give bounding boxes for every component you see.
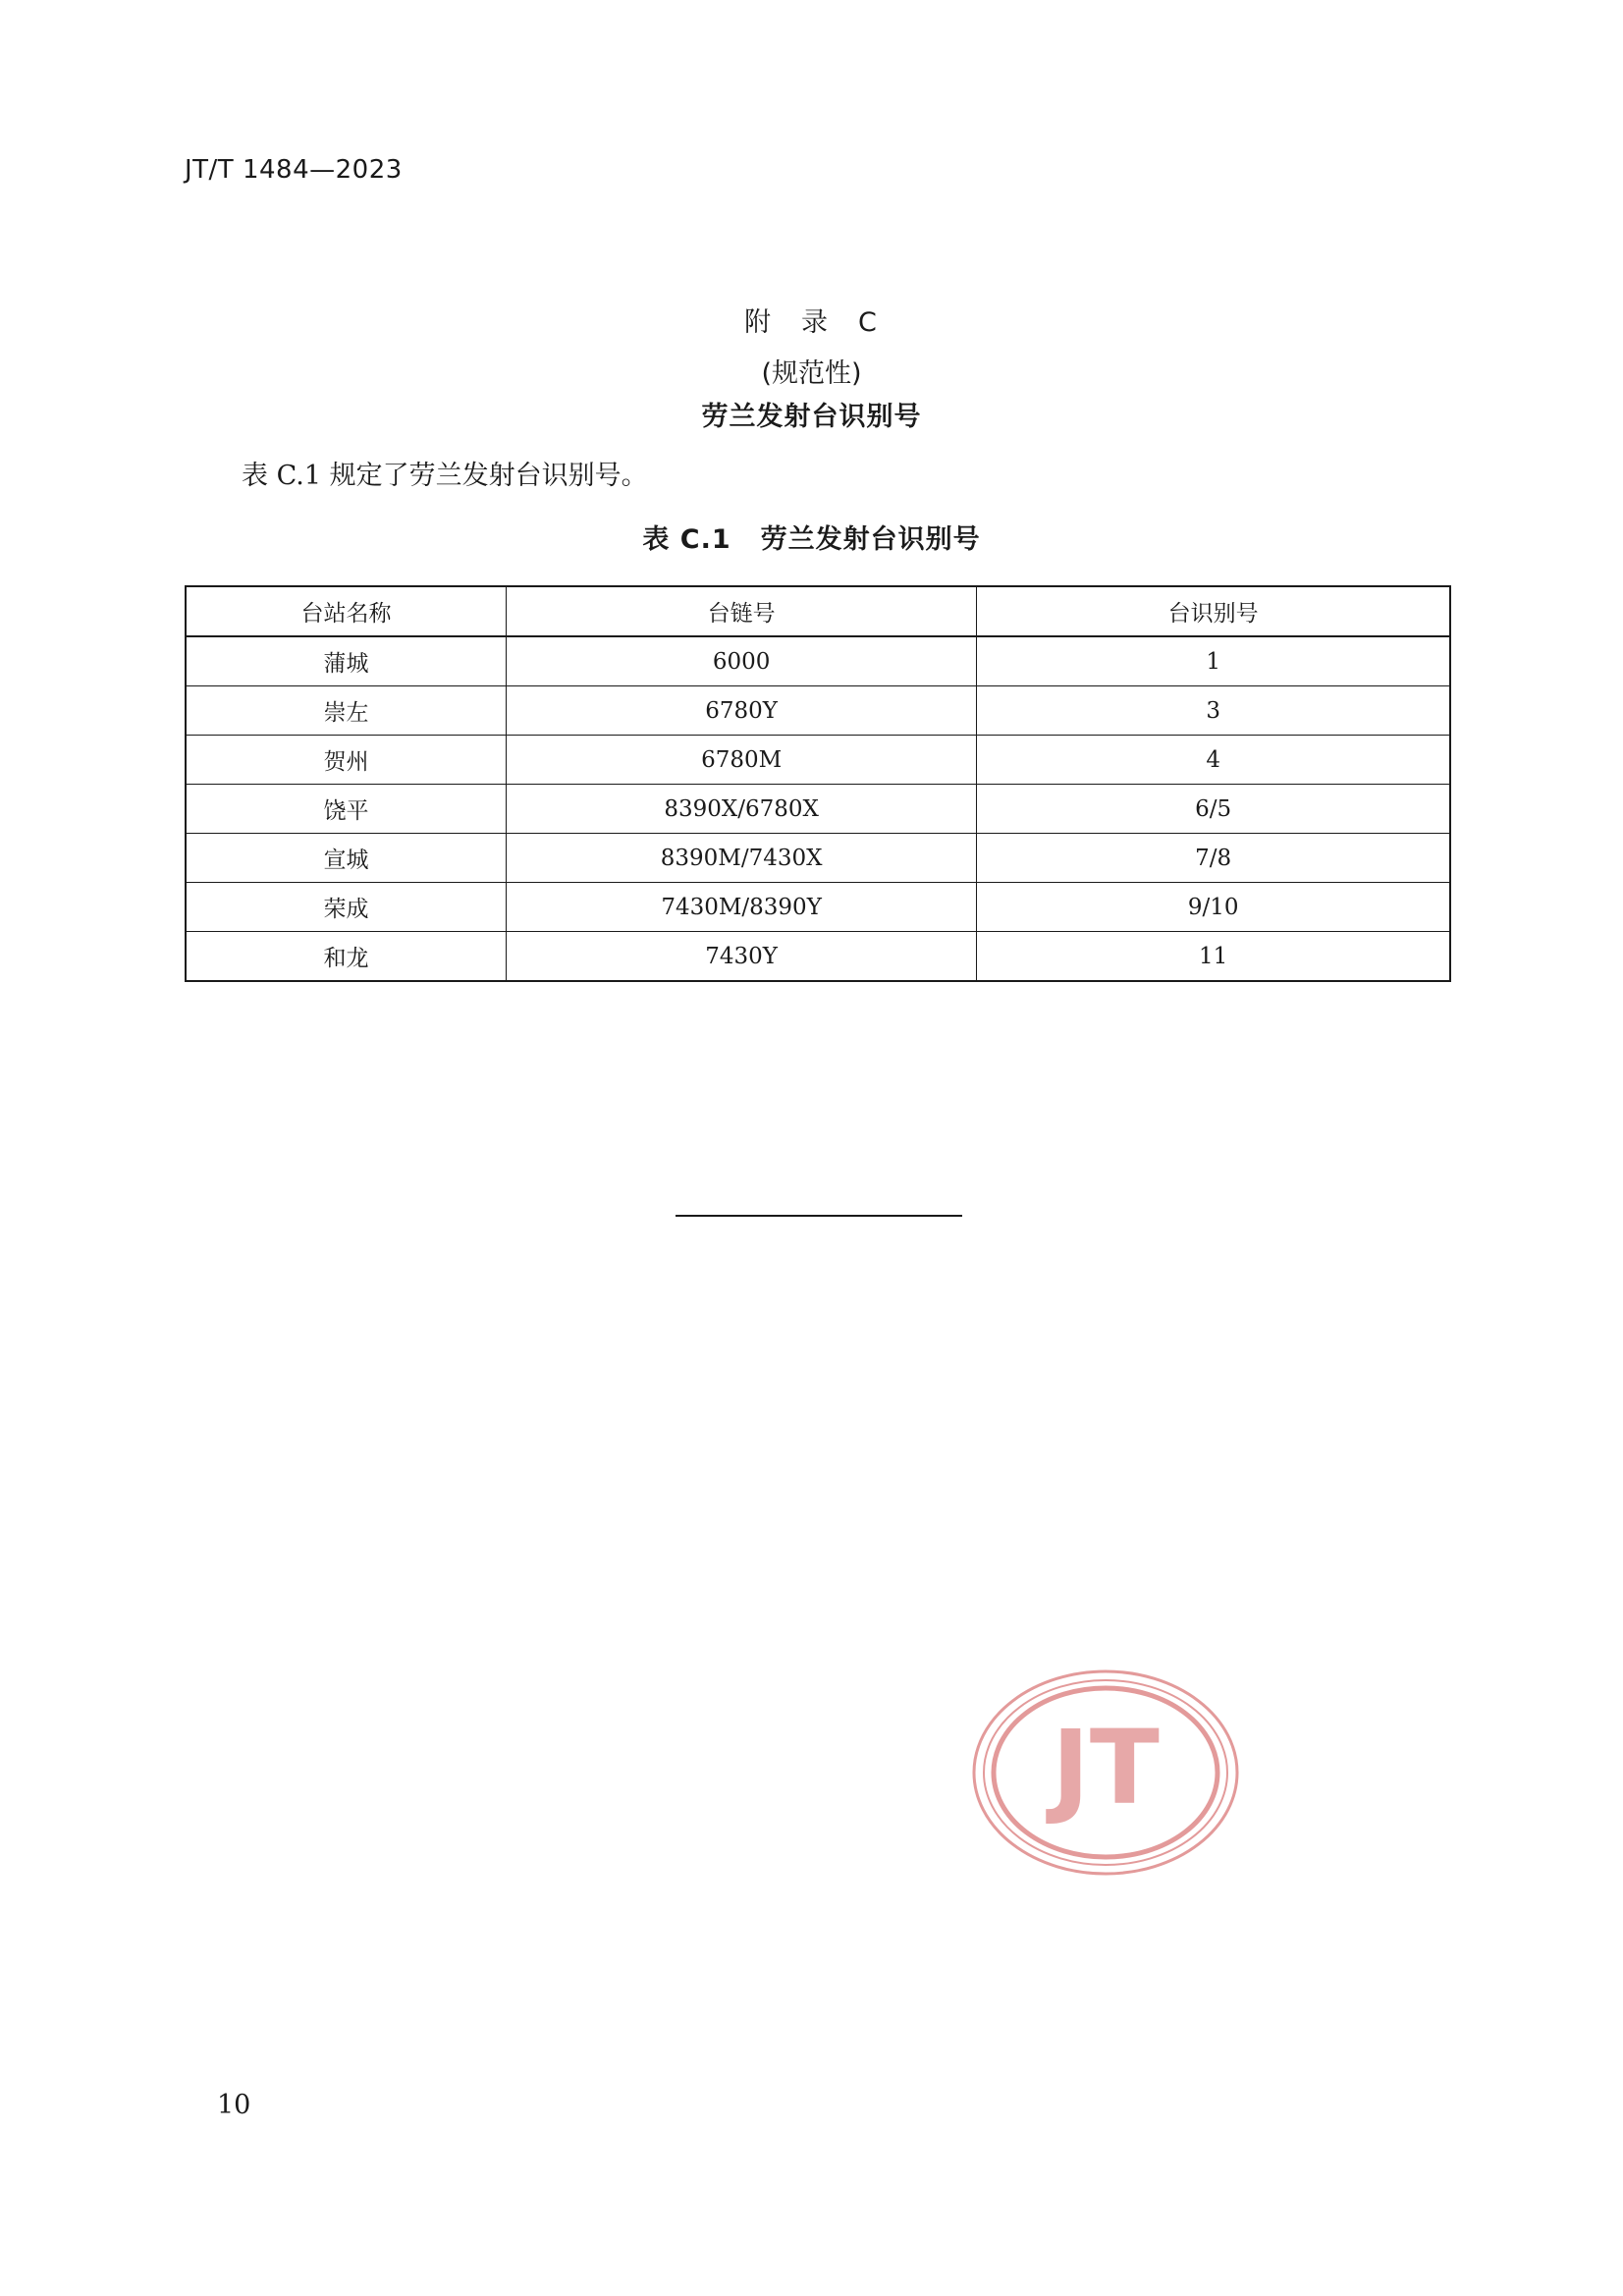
- table-row: [186, 785, 1450, 834]
- cell-chain-number: 6000: [506, 636, 976, 686]
- table-row: [186, 686, 1450, 736]
- cell-chain-number: 7430M/8390Y: [506, 883, 976, 932]
- loran-id-table: [185, 585, 1451, 982]
- table-row: [186, 736, 1450, 785]
- page-number: 10: [217, 2090, 251, 2120]
- appendix-normative-label: (规范性): [761, 358, 862, 389]
- cell-station-id: 9/10: [977, 883, 1450, 932]
- table-row: [186, 636, 1450, 686]
- cell-station-name: 宣城: [186, 834, 506, 883]
- cell-station-id: 1: [977, 636, 1450, 686]
- cell-station-id: 6/5: [977, 785, 1450, 834]
- cell-station-id: 11: [977, 932, 1450, 982]
- seal-text: JT: [1052, 1708, 1160, 1828]
- cell-station-name: 饶平: [186, 785, 506, 834]
- table-row: [186, 834, 1450, 883]
- cell-chain-number: 6780M: [506, 736, 976, 785]
- cell-chain-number: 7430Y: [506, 932, 976, 982]
- cell-station-id: 3: [977, 686, 1450, 736]
- column-header-station-name: 台站名称: [186, 586, 506, 636]
- table-caption-number: 表 C.1: [642, 524, 731, 555]
- cell-station-id: 7/8: [977, 834, 1450, 883]
- appendix-title: 劳兰发射台识别号: [701, 402, 922, 432]
- cell-chain-number: 8390X/6780X: [506, 785, 976, 834]
- cell-station-name: 崇左: [186, 686, 506, 736]
- appendix-label: 附 录 C: [744, 307, 879, 338]
- intro-paragraph: 表 C.1 规定了劳兰发射台识别号。: [242, 461, 648, 491]
- table-caption: [0, 518, 1623, 556]
- end-of-document-rule: [676, 1215, 962, 1217]
- cell-station-name: 贺州: [186, 736, 506, 785]
- column-header-chain-number: 台链号: [506, 586, 976, 636]
- document-code: JT/T 1484—2023: [185, 155, 403, 185]
- cell-station-name: 蒲城: [186, 636, 506, 686]
- table-header-row: [186, 586, 1450, 636]
- table-caption-title: 劳兰发射台识别号: [760, 524, 981, 555]
- cell-station-name: 和龙: [186, 932, 506, 982]
- column-header-station-id: 台识别号: [977, 586, 1450, 636]
- jt-seal-watermark: [970, 1667, 1241, 1878]
- table-row: [186, 932, 1450, 982]
- cell-station-id: 4: [977, 736, 1450, 785]
- cell-chain-number: 8390M/7430X: [506, 834, 976, 883]
- cell-station-name: 荣成: [186, 883, 506, 932]
- cell-chain-number: 6780Y: [506, 686, 976, 736]
- table-row: [186, 883, 1450, 932]
